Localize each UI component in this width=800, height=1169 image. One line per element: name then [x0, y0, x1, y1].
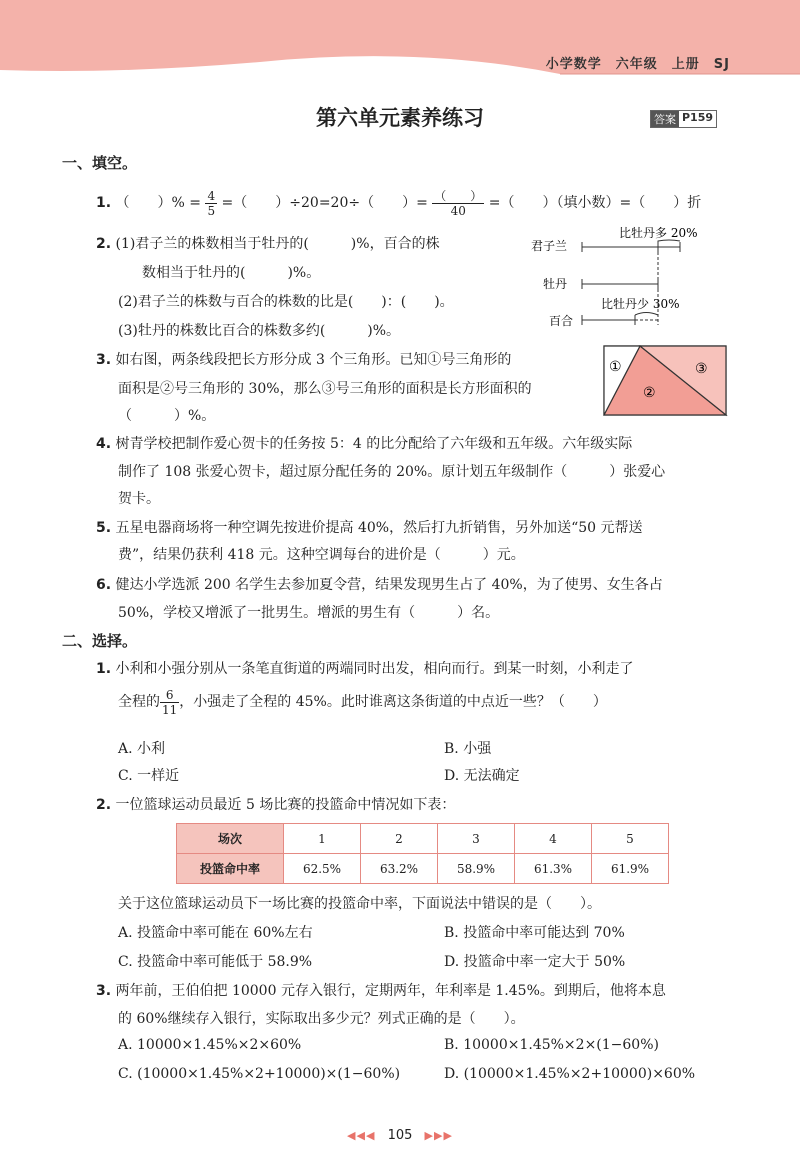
q2-text-2: 数相当于牡丹的( )%。: [142, 265, 321, 281]
c1-option-a[interactable]: A. 小利: [118, 741, 166, 757]
q3-number: 3.: [96, 352, 112, 368]
triangle-label-3: ③: [695, 361, 708, 377]
q6-number: 6.: [96, 577, 112, 593]
c1-number: 1.: [96, 661, 112, 677]
line-segment-diagram: [525, 222, 745, 337]
c3-option-c[interactable]: C. (10000×1.45%×2+10000)×(1−60%): [118, 1066, 401, 1082]
page-title: 第六单元素养练习: [316, 106, 484, 130]
question-3-line-1: [96, 349, 511, 369]
q5-text-2: 费”，结果仍获利 418 元。这种空调每台的进价是（ ）元。: [118, 547, 525, 563]
choice-1-line-1: [96, 658, 634, 678]
c1-text-2: [118, 686, 607, 718]
answer-page: P159: [682, 111, 714, 124]
q4-number: 4.: [96, 436, 112, 452]
label-junzilan: 君子兰: [531, 239, 568, 253]
q2-text-1: (1)君子兰的株数相当于牡丹的( )%，百合的株: [115, 236, 440, 252]
table-cell: 2: [361, 824, 438, 854]
label-baihe: 百合: [549, 314, 574, 328]
c3-option-b[interactable]: B. 10000×1.45%×2×(1−60%): [444, 1037, 659, 1053]
label-more: 比牡丹多 20%: [619, 226, 698, 240]
c2-option-c[interactable]: C. 投篮命中率可能低于 58.9%: [118, 954, 313, 970]
choice-2-line-1: [96, 794, 455, 814]
page-number: 105: [387, 1128, 413, 1143]
table-cell: 62.5%: [284, 854, 361, 884]
c3-text-1: 两年前，王伯伯把 10000 元存入银行，定期两年，年利率是 1.45%。到期后，他将本息: [115, 983, 666, 999]
q1-fraction-2: $\frac{( )}{40}$: [434, 188, 483, 218]
triangle-label-2: ②: [643, 385, 656, 401]
q4-text-2: 制作了 108 张爱心贺卡，超过原分配任务的 20%。原计划五年级制作（ ）张爱心: [118, 464, 666, 480]
q1-number: 1.: [96, 195, 112, 211]
q1-part-c: =（ ）（填小数）=（ ）折: [488, 195, 702, 211]
c3-text-2: 的 60%继续存入银行，实际取出多少元？列式正确的是（ ）。: [118, 1011, 525, 1027]
c1-text-2a: 全程的: [118, 694, 160, 710]
table-row: [177, 854, 669, 884]
table-cell: 61.9%: [592, 854, 669, 884]
c3-option-a[interactable]: A. 10000×1.45%×2×60%: [118, 1037, 302, 1053]
q5-text-1: 五星电器商场将一种空调先按进价提高 40%，然后打九折销售，另外加送“50 元帮送: [115, 520, 643, 536]
c3-number: 3.: [96, 983, 112, 999]
c1-text-1: 小利和小强分别从一条笔直街道的两端同时出发，相向而行。到某一时刻，小利走了: [115, 661, 634, 677]
q6-text-2: 50%，学校又增派了一批男生。增派的男生有（ ）名。: [118, 605, 500, 621]
page-footer: [0, 1128, 800, 1143]
c2-option-d[interactable]: D. 投篮命中率一定大于 50%: [444, 954, 626, 970]
table-cell: 63.2%: [361, 854, 438, 884]
table-cell: 61.3%: [515, 854, 592, 884]
c3-option-d[interactable]: D. (10000×1.45%×2+10000)×60%: [444, 1066, 696, 1082]
header-subject: 小学数学 六年级 上册 SJ: [545, 57, 730, 72]
q6-text-1: 健达小学选派 200 名学生去参加夏令营，结果发现男生占了 40%，为了使男、女生各占: [115, 577, 663, 593]
table-header-games: 场次: [177, 824, 284, 854]
table-header-rate: 投篮命中率: [177, 854, 284, 884]
answer-badge: [650, 110, 717, 128]
q4-text-1: 树青学校把制作爱心贺卡的任务按 5：4 的比分配给了六年级和五年级。六年级实际: [115, 436, 633, 452]
c2-number: 2.: [96, 797, 112, 813]
c1-fraction: $\frac{6}{11}$: [162, 687, 178, 717]
q1-part-a: （ ）% =: [115, 195, 201, 211]
question-4-line-1: [96, 433, 632, 453]
table-cell: 58.9%: [438, 854, 515, 884]
question-2-line-1: [96, 233, 440, 253]
table-row: [177, 824, 669, 854]
section-choice-title: 二、选择。: [62, 632, 138, 650]
q3-text-1: 如右图，两条线段把长方形分成 3 个三角形。已知①号三角形的: [115, 352, 512, 368]
c1-option-b[interactable]: B. 小强: [444, 741, 492, 757]
c1-text-2b: ，小强走了全程的 45%。此时谁离这条街道的中点近一些？（ ）: [179, 694, 607, 710]
q2-number: 2.: [96, 236, 112, 252]
arrows-right-icon: ▶▶▶: [424, 1129, 453, 1142]
shooting-rate-table: [176, 823, 669, 884]
question-6-line-1: [96, 574, 663, 594]
c2-text-2: 关于这位篮球运动员下一场比赛的投篮命中率，下面说法中错误的是（ ）。: [118, 896, 601, 912]
label-less: 比牡丹少 30%: [601, 297, 680, 311]
label-mudan: 牡丹: [543, 277, 568, 291]
q2-text-4: (3)牡丹的株数比百合的株数多约( )%。: [118, 323, 401, 339]
triangle-label-1: ①: [609, 359, 622, 375]
answer-key: 答案: [651, 111, 679, 127]
table-cell: 3: [438, 824, 515, 854]
table-cell: 5: [592, 824, 669, 854]
c1-option-d[interactable]: D. 无法确定: [444, 768, 520, 784]
q3-text-3: （ ）%。: [118, 408, 216, 424]
rectangle-triangles-figure: [603, 345, 728, 417]
q2-text-3: (2)君子兰的株数与百合的株数的比是( )：( )。: [118, 294, 454, 310]
q3-text-2: 面积是②号三角形的 30%，那么③号三角形的面积是长方形面积的: [118, 381, 532, 397]
c2-text-1: 一位篮球运动员最近 5 场比赛的投篮命中情况如下表：: [115, 797, 456, 813]
q1-fraction-1: $\frac{4}{5}$: [207, 188, 216, 218]
c2-option-a[interactable]: A. 投篮命中率可能在 60%左右: [118, 925, 313, 941]
question-1: [96, 188, 701, 218]
c1-option-c[interactable]: C. 一样近: [118, 768, 180, 784]
arrows-left-icon: ◀◀◀: [347, 1129, 376, 1142]
c2-option-b[interactable]: B. 投篮命中率可能达到 70%: [444, 925, 625, 941]
table-cell: 1: [284, 824, 361, 854]
table-cell: 4: [515, 824, 592, 854]
question-5-line-1: [96, 517, 643, 537]
q1-part-b: =（ ）÷20=20÷（ ）=: [221, 195, 428, 211]
section-fill-title: 一、填空。: [62, 154, 138, 172]
q5-number: 5.: [96, 520, 112, 536]
choice-3-line-1: [96, 980, 666, 1000]
q4-text-3: 贺卡。: [118, 491, 160, 507]
